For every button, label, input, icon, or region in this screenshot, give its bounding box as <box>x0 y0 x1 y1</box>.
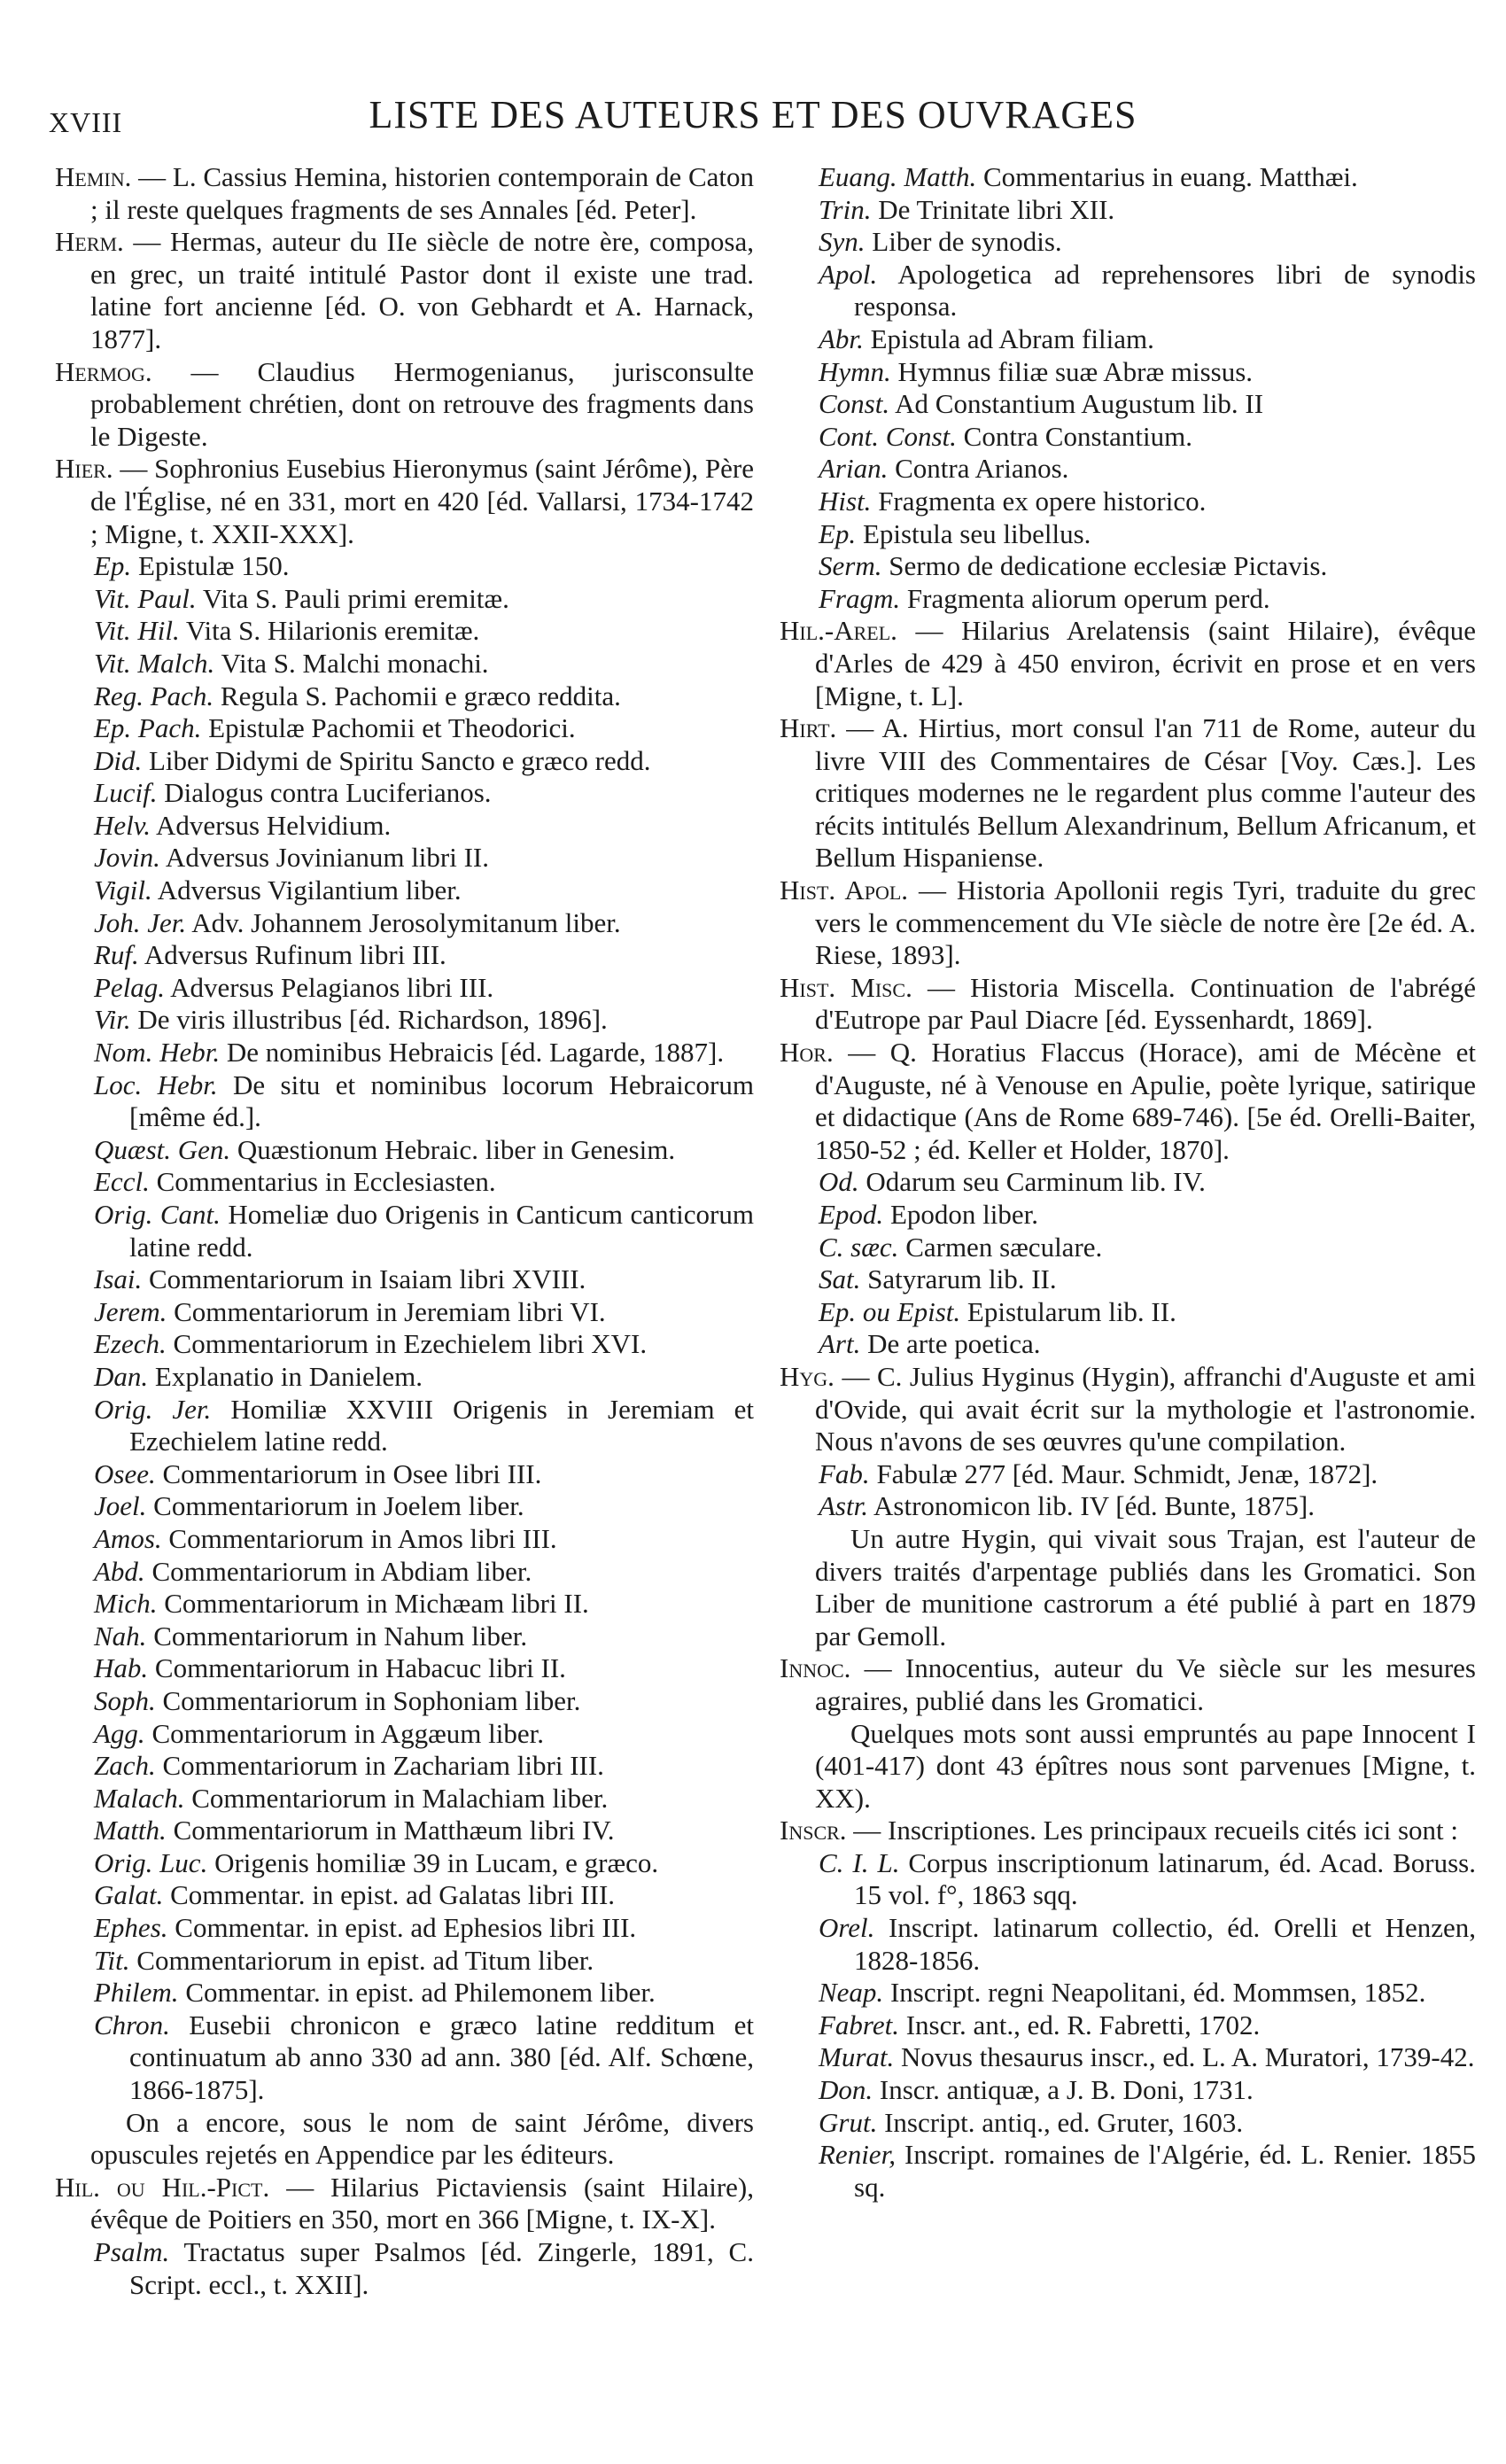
work-abbreviation: Vit. Paul. <box>94 582 197 614</box>
work-entry <box>55 1783 754 1815</box>
entry-text: Epistulæ 150. <box>131 550 290 582</box>
work-entry <box>55 1394 754 1458</box>
entry-text: Contra Arianos. <box>888 453 1069 485</box>
work-entry <box>55 615 754 648</box>
entry-text: Adversus Helvidium. <box>150 809 392 841</box>
work-entry <box>780 259 1476 323</box>
work-entry <box>780 2139 1476 2204</box>
work-entry <box>55 648 754 680</box>
entry-text: Regula S. Pachomii e græco reddita. <box>213 680 621 711</box>
work-abbreviation: Hymn. <box>819 355 891 387</box>
entry-text: Epistulæ Pachomii et Theodorici. <box>201 712 576 744</box>
work-entry <box>55 583 754 616</box>
entry-text: — Hilarius Arelatensis (saint Hilaire), évêque d'Arles de 429 à 450 environ, écrivit en prose et en vers [Migne, t. L]. <box>815 615 1476 711</box>
work-abbreviation: Jovin. <box>94 842 160 874</box>
work-entry <box>55 1458 754 1491</box>
entry-text: Commentariorum in Joelem liber. <box>146 1490 524 1522</box>
entry-text: On a encore, sous le nom de saint Jérôme, divers opuscules rejetés en Appendice par les éditeurs. <box>90 2106 754 2171</box>
work-abbreviation: Orel. <box>819 1912 875 1944</box>
entry-text: Commentariorum in Amos libri III. <box>161 1522 557 1554</box>
work-entry <box>55 777 754 810</box>
author-abbreviation: Hil.-Arel. <box>780 615 897 647</box>
work-abbreviation: Arian. <box>819 453 889 485</box>
work-abbreviation: Dan. <box>94 1360 149 1392</box>
work-abbreviation: Od. <box>819 1166 859 1198</box>
work-entry <box>55 1199 754 1263</box>
work-entry <box>55 1718 754 1751</box>
work-abbreviation: Tit. <box>94 1944 130 1976</box>
work-abbreviation: Quæst. Gen. <box>94 1133 231 1165</box>
work-abbreviation: Pelag. <box>94 971 166 1003</box>
work-abbreviation: C. sæc. <box>819 1231 899 1263</box>
author-abbreviation: Hor. <box>780 1037 834 1069</box>
work-abbreviation: Nah. <box>94 1620 147 1652</box>
entry-text: Commentarius in Ecclesiasten. <box>149 1166 496 1198</box>
entry-text: De arte poetica. <box>860 1328 1041 1360</box>
work-abbreviation: Ep. ou Epist. <box>819 1295 961 1327</box>
entry-text: Corpus inscriptionum latinarum, éd. Acad. Boruss. 15 vol. f°, 1863 sqq. <box>854 1846 1476 1911</box>
work-entry <box>780 1458 1476 1491</box>
work-abbreviation: Orig. Jer. <box>94 1393 212 1425</box>
entry-text: Origenis homiliæ 39 in Lucam, e græco. <box>207 1846 659 1878</box>
work-abbreviation: Reg. Pach. <box>94 680 214 711</box>
entry-text: Commentariorum in Abdiam liber. <box>144 1555 532 1587</box>
work-abbreviation: Helv. <box>94 809 151 841</box>
work-entry <box>780 486 1476 518</box>
work-entry <box>55 1004 754 1037</box>
note-paragraph <box>55 2107 754 2172</box>
work-abbreviation: C. I. L. <box>819 1846 900 1878</box>
work-abbreviation: Grut. <box>819 2106 878 2138</box>
entry-text: Adv. Johannem Jerosolymitanum liber. <box>186 906 621 938</box>
work-abbreviation: Psalm. <box>94 2236 170 2267</box>
note-paragraph <box>780 1718 1476 1815</box>
work-abbreviation: Ep. <box>819 517 857 549</box>
entry-text: Quelques mots sont aussi empruntés au pape Innocent I (401-417) dont 43 épîtres nous sont parvenues [Migne, t. XX). <box>815 1717 1476 1814</box>
work-entry <box>780 1847 1476 1912</box>
entry-text: Inscript. regni Neapolitani, éd. Mommsen, 1852. <box>883 1977 1426 2009</box>
entry-text: Novus thesaurus inscr., ed. L. A. Muratori, 1739-42. <box>894 2041 1475 2073</box>
author-abbreviation: Inscr. <box>780 1815 847 1846</box>
work-abbreviation: Hab. <box>94 1652 149 1684</box>
work-abbreviation: Orig. Luc. <box>94 1846 208 1878</box>
work-entry <box>55 2009 754 2107</box>
entry-text: — C. Julius Hyginus (Hygin), affranchi d'Auguste et ami d'Ovide, qui avait écrit sur la mythologie et l'astronomie. Nous n'avons de ses œuvres qu'une compilation. <box>815 1360 1476 1457</box>
entry-text: Adversus Jovinianum libri II. <box>159 842 489 874</box>
left-column <box>55 161 754 2301</box>
work-entry <box>55 810 754 843</box>
work-entry <box>55 2236 754 2301</box>
entry-text: — Q. Horatius Flaccus (Horace), ami de Mécène et d'Auguste, né à Venouse en Apulie, poète lyrique, satirique et didactique (Ans de Rome 689-746). [5e éd. Orelli-Baiter, 1850-52 ; éd. Keller et Holder, 1870]. <box>815 1037 1476 1165</box>
entry-text: — Hilarius Pictaviensis (saint Hilaire), évêque de Poitiers en 350, mort en 366 [Migne, t. IX-X]. <box>90 2171 754 2235</box>
author-entry <box>780 1361 1476 1458</box>
author-abbreviation: Hist. Apol. <box>780 874 909 906</box>
author-entry <box>780 712 1476 874</box>
entry-text: Epistularum lib. II. <box>960 1295 1176 1327</box>
work-entry <box>55 1069 754 1134</box>
work-abbreviation: Jerem. <box>94 1295 167 1327</box>
work-entry <box>780 421 1476 454</box>
work-entry <box>780 1912 1476 1977</box>
entry-text: Commentar. in epist. ad Ephesios libri III. <box>167 1912 637 1944</box>
entry-text: De nominibus Hebraicis [éd. Lagarde, 1887]. <box>220 1037 725 1069</box>
author-abbreviation: Hemin. <box>55 161 132 192</box>
work-entry <box>55 1263 754 1296</box>
work-entry <box>780 518 1476 551</box>
work-abbreviation: Ep. <box>94 550 132 582</box>
work-abbreviation: Orig. Cant. <box>94 1199 221 1230</box>
running-head-title: LISTE DES AUTEURS ET DES OUVRAGES <box>369 93 1137 136</box>
work-entry <box>55 1490 754 1523</box>
work-entry <box>55 1912 754 1945</box>
work-entry <box>55 1621 754 1653</box>
note-paragraph <box>780 1523 1476 1652</box>
entry-text: Liber Didymi de Spiritu Sancto e græco redd. <box>142 744 651 776</box>
work-abbreviation: Syn. <box>819 226 866 258</box>
entry-text: Liber de synodis. <box>865 226 1062 258</box>
entry-text: Contra Constantium. <box>956 420 1192 452</box>
entry-text: Inscript. antiq., ed. Gruter, 1603. <box>877 2106 1244 2138</box>
entry-text: — Historia Apollonii regis Tyri, traduite du grec vers le commencement du VIe siècle de notre ère [2e éd. A. Riese, 1893]. <box>815 874 1476 971</box>
entry-text: — Historia Miscella. Continuation de l'abrégé d'Eutrope par Paul Diacre [éd. Eyssenhardt, 1869]. <box>815 971 1477 1036</box>
entry-text: Commentariorum in Zachariam libri III. <box>155 1750 604 1782</box>
work-abbreviation: Agg. <box>94 1717 145 1749</box>
work-abbreviation: Osee. <box>94 1457 156 1489</box>
entry-text: Adversus Vigilantium liber. <box>151 874 462 906</box>
entry-text: Explanatio in Danielem. <box>148 1360 423 1392</box>
work-abbreviation: Lucif. <box>94 777 158 809</box>
work-abbreviation: Fragm. <box>819 582 901 614</box>
entry-text: Fabulæ 277 [éd. Maur. Schmidt, Jenæ, 1872]. <box>869 1457 1378 1489</box>
work-abbreviation: Galat. <box>94 1879 164 1911</box>
work-entry <box>780 1296 1476 1329</box>
work-abbreviation: Trin. <box>819 193 872 225</box>
work-entry <box>780 1328 1476 1361</box>
work-abbreviation: Renier, <box>819 2139 896 2171</box>
work-abbreviation: Ephes. <box>94 1912 168 1944</box>
entry-text: Commentariorum in Sophoniam liber. <box>155 1684 581 1716</box>
entry-text: — Inscriptiones. Les principaux recueils cités ici sont : <box>846 1815 1458 1846</box>
work-abbreviation: Fabret. <box>819 2009 899 2040</box>
work-abbreviation: Isai. <box>94 1263 143 1295</box>
author-abbreviation: Hyg. <box>780 1360 835 1392</box>
entry-text: Adversus Pelagianos libri III. <box>165 971 494 1003</box>
entry-text: Satyrarum lib. II. <box>860 1263 1057 1295</box>
author-entry <box>55 161 754 226</box>
work-abbreviation: Amos. <box>94 1522 162 1554</box>
entry-text: Apologetica ad reprehensores libri de synodis responsa. <box>854 258 1476 323</box>
entry-text: Adversus Rufinum libri III. <box>138 939 446 971</box>
entry-text: Inscr. ant., ed. R. Fabretti, 1702. <box>898 2009 1261 2040</box>
work-abbreviation: Ezech. <box>94 1328 167 1360</box>
entry-text: De viris illustribus [éd. Richardson, 1896]. <box>130 1004 608 1036</box>
author-abbreviation: Hermog. <box>55 355 152 387</box>
work-entry <box>55 1588 754 1621</box>
work-abbreviation: Epod. <box>819 1199 884 1230</box>
work-abbreviation: Serm. <box>819 550 882 582</box>
work-entry <box>55 550 754 583</box>
work-entry <box>55 1037 754 1069</box>
right-column <box>780 161 1476 2204</box>
entry-text: — L. Cassius Hemina, historien contemporain de Caton ; il reste quelques fragments de ses Annales [éd. Peter]. <box>90 161 754 225</box>
work-entry <box>780 583 1476 616</box>
entry-text: Quæstionum Hebraic. liber in Genesim. <box>230 1133 676 1165</box>
work-abbreviation: Sat. <box>819 1263 861 1295</box>
entry-text: Commentariorum in Matthæum libri IV. <box>166 1815 615 1846</box>
work-abbreviation: Hist. <box>819 485 872 517</box>
work-entry <box>780 356 1476 389</box>
work-abbreviation: Malach. <box>94 1782 185 1814</box>
work-abbreviation: Abr. <box>819 323 864 354</box>
work-entry <box>55 1685 754 1718</box>
entry-text: Carmen sæculare. <box>898 1231 1103 1263</box>
entry-text: Fragmenta ex opere historico. <box>871 485 1207 517</box>
author-entry <box>55 356 754 454</box>
work-entry <box>780 2074 1476 2107</box>
work-abbreviation: Mich. <box>94 1588 158 1620</box>
author-entry <box>780 1815 1476 1847</box>
entry-text: Inscript. romaines de l'Algérie, éd. L. Renier. 1855 sq. <box>854 2139 1476 2203</box>
work-abbreviation: Joel. <box>94 1490 147 1522</box>
work-abbreviation: Eccl. <box>94 1166 150 1198</box>
entry-text: Un autre Hygin, qui vivait sous Trajan, est l'auteur de divers traités d'arpentage publiés dans les Gromatici. Son Liber de munitione castrorum a été publié à part en 1879 par Gemoll. <box>815 1522 1476 1652</box>
work-abbreviation: Did. <box>94 744 143 776</box>
entry-text: Tractatus super Psalmos [éd. Zingerle, 1891, C. Script. eccl., t. XXII]. <box>129 2236 754 2300</box>
work-abbreviation: Art. <box>819 1328 861 1360</box>
work-entry <box>780 2009 1476 2042</box>
work-abbreviation: Soph. <box>94 1684 156 1716</box>
entry-text: Commentariorum in Isaiam libri XVIII. <box>142 1263 586 1295</box>
work-abbreviation: Philem. <box>94 1977 179 2009</box>
entry-text: Fragmenta aliorum operum perd. <box>900 582 1270 614</box>
work-entry <box>55 1361 754 1394</box>
work-entry <box>55 1977 754 2009</box>
work-entry <box>55 842 754 874</box>
work-entry <box>55 1847 754 1880</box>
entry-text: — Hermas, auteur du IIe siècle de notre ère, composa, en grec, un traité intitulé Pastor dont il existe une trad. latine fort ancienne [éd. O. von Gebhardt et A. Harnack, 1877]. <box>90 226 754 354</box>
work-entry <box>780 1263 1476 1296</box>
entry-text: Commentariorum in Aggæum liber. <box>144 1717 545 1749</box>
page-number: XVIII <box>49 106 123 138</box>
author-abbreviation: Innoc. <box>780 1652 851 1684</box>
entry-text: Eusebii chronicon e græco latine redditum et continuatum ab anno 330 ad ann. 380 [éd. Alf. Schœne, 1866-1875]. <box>129 2009 754 2106</box>
entry-text: Sermo de dedicatione ecclesiæ Pictavis. <box>881 550 1328 582</box>
entry-text: Odarum seu Carminum lib. IV. <box>858 1166 1206 1198</box>
work-entry <box>55 1134 754 1167</box>
entry-text: Vita S. Hilarionis eremitæ. <box>179 615 480 647</box>
entry-text: Commentariorum in Malachiam liber. <box>184 1782 609 1814</box>
work-abbreviation: Vit. Malch. <box>94 647 215 679</box>
author-entry <box>780 1037 1476 1166</box>
author-entry <box>55 453 754 550</box>
entry-text: Commentar. in epist. ad Philemonem liber. <box>178 1977 656 2009</box>
work-entry <box>780 161 1476 194</box>
entry-text: Commentar. in epist. ad Galatas libri III. <box>163 1879 616 1911</box>
work-abbreviation: Chron. <box>94 2009 170 2040</box>
work-abbreviation: Zach. <box>94 1750 156 1782</box>
author-entry <box>780 1652 1476 1717</box>
entry-text: Epistula ad Abram filiam. <box>863 323 1154 354</box>
work-entry <box>55 1296 754 1329</box>
work-entry <box>55 1652 754 1685</box>
work-abbreviation: Apol. <box>819 258 878 290</box>
author-abbreviation: Hil. ou Hil.-Pict. <box>55 2171 270 2203</box>
work-abbreviation: Vit. Hil. <box>94 615 180 647</box>
entry-text: Astronomicon lib. IV [éd. Bunte, 1875]. <box>868 1490 1315 1522</box>
author-abbreviation: Herm. <box>55 226 124 258</box>
author-abbreviation: Hier. <box>55 453 113 485</box>
work-entry <box>780 1977 1476 2009</box>
entry-text: Ad Constantium Augustum lib. II <box>889 388 1264 420</box>
entry-text: Epistula seu libellus. <box>856 517 1091 549</box>
author-entry <box>780 972 1476 1037</box>
entry-text: — Claudius Hermogenianus, jurisconsulte probablement chrétien, dont on retrouve des fragments dans le Digeste. <box>90 355 754 452</box>
entry-text: Homeliæ duo Origenis in Canticum canticorum latine redd. <box>129 1199 754 1263</box>
work-entry <box>55 1556 754 1589</box>
work-abbreviation: Don. <box>819 2074 873 2106</box>
entry-text: Commentariorum in Osee libri III. <box>155 1457 542 1489</box>
work-abbreviation: Vir. <box>94 1004 131 1036</box>
author-entry <box>55 2172 754 2236</box>
work-abbreviation: Neap. <box>819 1977 884 2009</box>
entry-text: Commentariorum in Ezechielem libri XVI. <box>166 1328 648 1360</box>
work-entry <box>55 1750 754 1783</box>
work-abbreviation: Vigil. <box>94 874 152 906</box>
work-abbreviation: Const. <box>819 388 890 420</box>
entry-text: Commentarius in euang. Matthæi. <box>976 161 1358 192</box>
work-entry <box>780 226 1476 259</box>
work-entry <box>55 1815 754 1847</box>
work-entry <box>780 323 1476 356</box>
work-entry <box>55 1945 754 1978</box>
entry-text: — Sophronius Eusebius Hieronymus (saint Jérôme), Père de l'Église, né en 331, mort en 420 [éd. Vallarsi, 1734-1742 ; Migne, t. XXII-XXX]. <box>90 453 754 549</box>
entry-text: Epodon liber. <box>883 1199 1038 1230</box>
work-entry <box>780 2041 1476 2074</box>
entry-text: Inscr. antiquæ, a J. B. Doni, 1731. <box>873 2074 1254 2106</box>
work-entry <box>780 1166 1476 1199</box>
author-abbreviation: Hirt. <box>780 712 837 744</box>
work-entry <box>55 745 754 778</box>
entry-text: Inscript. latinarum collectio, éd. Orelli et Henzen, 1828-1856. <box>854 1912 1476 1976</box>
work-entry <box>55 1328 754 1361</box>
work-abbreviation: Abd. <box>94 1555 145 1587</box>
author-entry <box>780 874 1476 972</box>
work-abbreviation: Nom. Hebr. <box>94 1037 221 1069</box>
work-entry <box>55 972 754 1005</box>
entry-text: Vita S. Malchi monachi. <box>214 647 489 679</box>
entry-text: — A. Hirtius, mort consul l'an 711 de Rome, auteur du livre VIII des Commentaires de César [Voy. Cæs.]. Les critiques modernes ne le regardent plus comme l'auteur des récits intitulés Bellum Alexandrinum, Bellum Africanum, et Bellum Hispaniense. <box>815 712 1476 874</box>
work-entry <box>780 1199 1476 1232</box>
work-abbreviation: Euang. Matth. <box>819 161 977 192</box>
entry-text: Homiliæ XXVIII Origenis in Jeremiam et Ezechielem latine redd. <box>129 1393 754 1457</box>
work-abbreviation: Astr. <box>819 1490 868 1522</box>
entry-text: Commentariorum in Habacuc libri II. <box>148 1652 566 1684</box>
work-entry <box>55 939 754 972</box>
work-entry <box>55 1879 754 1912</box>
entry-text: Hymnus filiæ suæ Abræ missus. <box>890 355 1254 387</box>
work-abbreviation: Ep. Pach. <box>94 712 202 744</box>
work-entry <box>780 550 1476 583</box>
work-abbreviation: Loc. Hebr. <box>94 1069 218 1100</box>
work-entry <box>780 453 1476 486</box>
entry-text: Commentariorum in Michæam libri II. <box>157 1588 589 1620</box>
work-entry <box>55 712 754 745</box>
work-entry <box>780 2107 1476 2140</box>
work-entry <box>780 1490 1476 1523</box>
work-entry <box>55 680 754 713</box>
work-entry <box>55 1523 754 1556</box>
work-entry <box>780 388 1476 421</box>
work-abbreviation: Joh. Jer. <box>94 906 187 938</box>
author-abbreviation: Hist. Misc. <box>780 971 912 1003</box>
entry-text: Dialogus contra Luciferianos. <box>157 777 492 809</box>
work-abbreviation: Matth. <box>94 1815 167 1846</box>
entry-text: Commentariorum in Nahum liber. <box>146 1620 528 1652</box>
entry-text: Commentariorum in Jeremiam libri VI. <box>167 1295 606 1327</box>
entry-text: De Trinitate libri XII. <box>871 193 1115 225</box>
work-entry <box>780 194 1476 227</box>
work-entry <box>55 1166 754 1199</box>
entry-text: De situ et nominibus locorum Hebraicorum [même éd.]. <box>129 1069 754 1133</box>
author-entry <box>780 615 1476 712</box>
work-entry <box>55 907 754 940</box>
author-entry <box>55 226 754 355</box>
work-entry <box>55 874 754 907</box>
work-abbreviation: Murat. <box>819 2041 895 2073</box>
work-entry <box>780 1232 1476 1264</box>
entry-text: Vita S. Pauli primi eremitæ. <box>196 582 509 614</box>
entry-text: Commentariorum in epist. ad Titum liber. <box>129 1944 594 1976</box>
work-abbreviation: Ruf. <box>94 939 139 971</box>
work-abbreviation: Cont. Const. <box>819 420 957 452</box>
entry-text: — Innocentius, auteur du Ve siècle sur les mesures agraires, publié dans les Gromatici. <box>815 1652 1476 1716</box>
work-abbreviation: Fab. <box>819 1457 870 1489</box>
